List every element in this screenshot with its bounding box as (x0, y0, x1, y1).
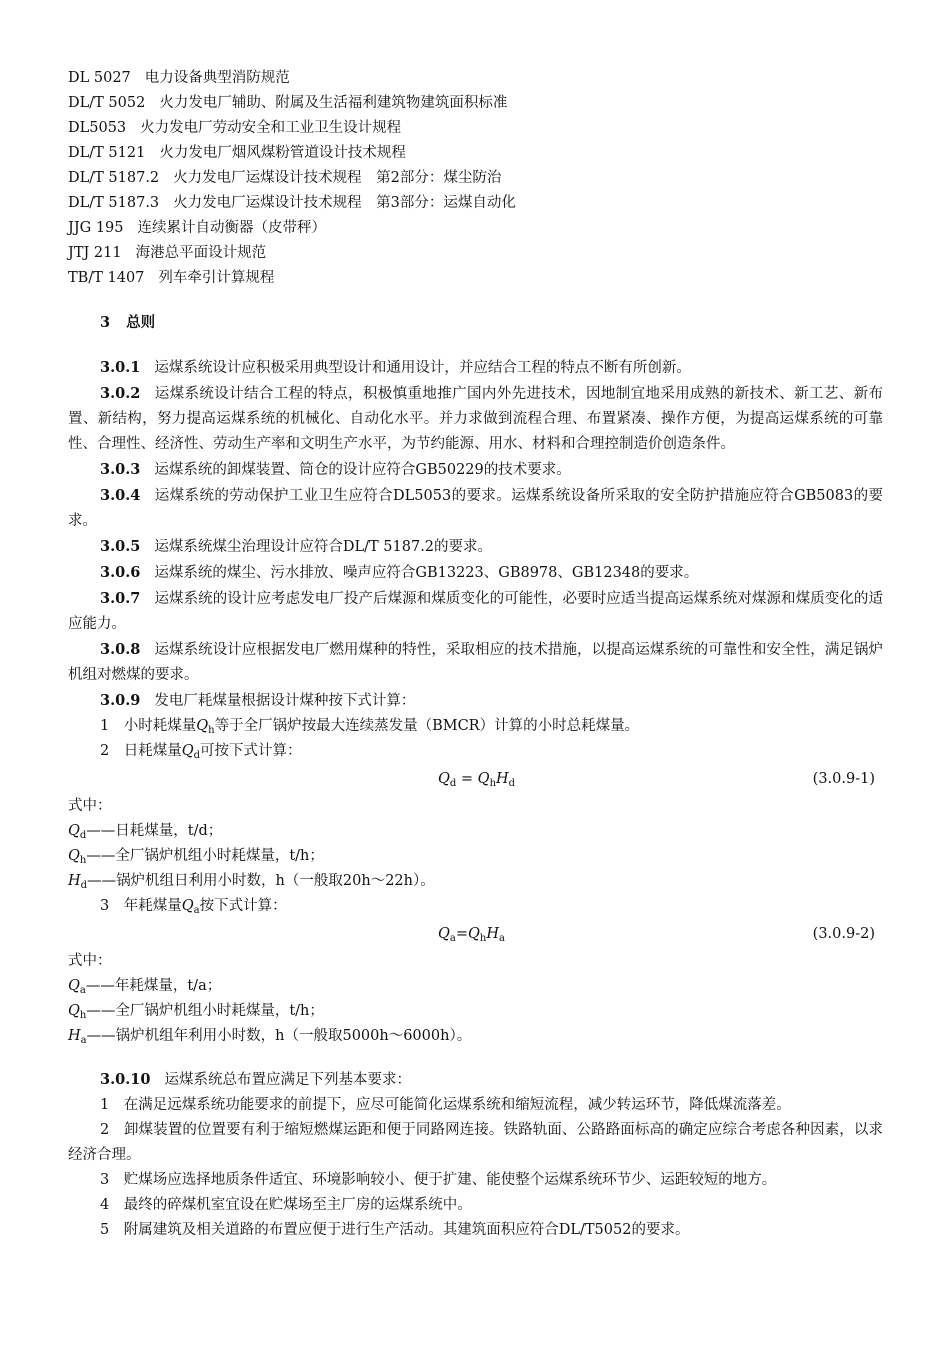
reference-item (68, 141, 883, 166)
where-label: 式中： (68, 953, 112, 969)
symbol: Q (196, 718, 209, 734)
clause-number: 3.0.3 (100, 461, 141, 478)
formula-expression: $Q_a=Q_hH_a$ (438, 926, 505, 944)
reference-title: 连续累计自动衡器（皮带秤） (137, 220, 326, 236)
reference-code: JJG 195 (68, 220, 124, 236)
item-number: 4 (100, 1197, 110, 1213)
clause-text: 运煤系统总布置应满足下列基本要求： (164, 1072, 411, 1088)
reference-code: DL 5027 (68, 70, 131, 86)
item-number: 3 (100, 898, 110, 914)
document-page (68, 66, 883, 1243)
variable-def: $Q_h——$全厂锅炉机组小时耗煤量，t/h； (68, 1003, 324, 1021)
reference-title: 列车牵引计算规程 (158, 270, 275, 286)
item-number: 2 (100, 1122, 110, 1138)
item-text: 日耗煤量 (123, 743, 182, 759)
clause-text: 运煤系统的卸煤装置、筒仓的设计应符合GB50229的技术要求。 (154, 462, 571, 478)
formula (68, 919, 883, 949)
clause (68, 381, 883, 457)
variable-def: $H_a——$锅炉机组年利用小时数，h（一般取5000h～6000h）。 (68, 1028, 472, 1046)
reference-title: 火力发电厂劳动安全和工业卫生设计规程 (140, 120, 402, 136)
reference-code: TB/T 1407 (68, 270, 145, 286)
clause (68, 457, 883, 483)
symbol: Q (181, 898, 194, 914)
item-text: 最终的碎煤机室宜设在贮煤场至主厂房的运煤系统中。 (123, 1197, 472, 1213)
clause-number: 3.0.10 (100, 1071, 151, 1088)
clause-text: 运煤系统的煤尘、污水排放、噪声应符合GB13223、GB8978、GB12348的要求。 (154, 565, 699, 581)
item-number: 3 (100, 1172, 110, 1188)
reference-title: 火力发电厂辅助、附属及生活福利建筑物建筑面积标准 (159, 95, 508, 111)
item-number: 5 (100, 1222, 110, 1238)
clause-text: 发电厂耗煤量根据设计煤种按下式计算： (154, 693, 416, 709)
clause (68, 534, 883, 560)
reference-code: DL/T 5052 (68, 95, 146, 111)
symbol-subscript: d (193, 750, 201, 761)
symbol-subscript: h (208, 725, 215, 736)
clause-text: 运煤系统的设计应考虑发电厂投产后煤源和煤质变化的可能性，必要时应适当提高运煤系统对煤源和煤质变化的适应能力。 (68, 591, 883, 632)
list-item (68, 714, 883, 739)
clause-text: 运煤系统设计结合工程的特点，积极慎重地推广国内外先进技术，因地制宜地采用成熟的新技术、新工艺、新布置、新结构，努力提高运煤系统的机械化、自动化水平。并力求做到流程合理、布置紧凑、操作方便，为提高运煤系统的可靠性、合理性、经济性、劳动生产率和文明生产水平，为节约能源、用水、材料和合理控制造价创造条件。 (68, 386, 883, 452)
clause-number: 3.0.5 (100, 538, 141, 555)
clause-text: 运煤系统煤尘治理设计应符合DL/T 5187.2的要求。 (154, 539, 493, 555)
formula-number: (3.0.9-1) (812, 771, 875, 787)
reference-item (68, 91, 883, 116)
reference-title: 火力发电厂运煤设计技术规程 第3部分：运煤自动化 (173, 195, 516, 211)
section-heading (68, 309, 883, 337)
reference-code: DL/T 5121 (68, 145, 146, 161)
clause-intro (68, 1067, 883, 1093)
item-text: 年耗煤量 (123, 898, 182, 914)
list-item (68, 1218, 883, 1243)
reference-title: 火力发电厂运煤设计技术规程 第2部分：煤尘防治 (173, 170, 502, 186)
item-text: 按下式计算： (199, 898, 287, 914)
item-text: 卸煤装置的位置要有利于缩短燃煤运距和便于同路网连接。铁路轨面、公路路面标高的确定应综合考虑各种因素，以求经济合理。 (68, 1122, 883, 1163)
clause-number: 3.0.1 (100, 359, 141, 376)
symbol-subscript: a (193, 905, 200, 916)
reference-title: 电力设备典型消防规范 (144, 70, 290, 86)
clause-text: 运煤系统设计应根据发电厂燃用煤种的特性，采取相应的技术措施，以提高运煤系统的可靠性和安全性，满足锅炉机组对燃煤的要求。 (68, 642, 883, 683)
reference-item (68, 191, 883, 216)
clause-number: 3.0.8 (100, 641, 141, 658)
reference-item (68, 166, 883, 191)
list-item (68, 1093, 883, 1118)
list-item (68, 1118, 883, 1168)
symbol: Q (181, 743, 194, 759)
list-item (68, 739, 883, 764)
reference-item (68, 241, 883, 266)
item-number: 2 (100, 743, 110, 759)
reference-item (68, 116, 883, 141)
reference-title: 火力发电厂烟风煤粉管道设计技术规程 (159, 145, 406, 161)
clause-intro (68, 688, 883, 714)
clause (68, 483, 883, 534)
variable-def: $Q_d——$日耗煤量，t/d； (68, 823, 223, 841)
formula-number: (3.0.9-2) (812, 926, 875, 942)
item-text: 等于全厂锅炉按最大连续蒸发量（BMCR）计算的小时总耗煤量。 (214, 718, 640, 734)
clause (68, 355, 883, 381)
clause-text: 运煤系统设计应积极采用典型设计和通用设计，并应结合工程的特点不断有所创新。 (154, 360, 691, 376)
list-item (68, 894, 883, 919)
variable-def: $Q_h——$全厂锅炉机组小时耗煤量，t/h； (68, 848, 324, 866)
clause-number: 3.0.6 (100, 564, 141, 581)
clause-number: 3.0.4 (100, 487, 141, 504)
item-text: 贮煤场应选择地质条件适宜、环境影响较小、便于扩建、能使整个运煤系统环节少、运距较短的地方。 (123, 1172, 777, 1188)
item-text: 可按下式计算： (200, 743, 302, 759)
reference-item (68, 266, 883, 291)
clause-3-0-9 (68, 688, 883, 1049)
clause-number: 3.0.7 (100, 590, 141, 607)
clause-number: 3.0.2 (100, 385, 141, 402)
item-number: 1 (100, 718, 110, 734)
reference-item (68, 216, 883, 241)
clause-text: 运煤系统的劳动保护工业卫生应符合DL5053的要求。运煤系统设备所采取的安全防护措施应符合GB5083的要求。 (68, 488, 883, 529)
reference-code: DL5053 (68, 120, 127, 136)
reference-code: JTJ 211 (68, 245, 122, 261)
variable-def: $Q_a——$年耗煤量，t/a； (68, 978, 222, 996)
reference-list (68, 66, 883, 291)
clause-number: 3.0.9 (100, 692, 141, 709)
reference-title: 海港总平面设计规范 (135, 245, 267, 261)
clause (68, 560, 883, 586)
formula (68, 764, 883, 794)
reference-code: DL/T 5187.3 (68, 195, 160, 211)
section-number: 3 (100, 314, 111, 331)
clause (68, 637, 883, 688)
clause-3-0-10 (68, 1067, 883, 1243)
item-text: 在满足远煤系统功能要求的前提下，应尽可能简化运煤系统和缩短流程，减少转运环节，降低煤流落差。 (123, 1097, 791, 1113)
reference-code: DL/T 5187.2 (68, 170, 160, 186)
clause-list (68, 355, 883, 688)
item-number: 1 (100, 1097, 110, 1113)
where-label: 式中： (68, 798, 112, 814)
list-item (68, 1193, 883, 1218)
item-text: 附属建筑及相关道路的布置应便于进行生产活动。其建筑面积应符合DL/T5052的要求。 (123, 1222, 690, 1238)
variable-def: $H_d——$锅炉机组日利用小时数，h（一般取20h～22h）。 (68, 873, 435, 891)
list-item (68, 1168, 883, 1193)
item-text: 小时耗煤量 (123, 718, 197, 734)
section-title: 总则 (126, 314, 156, 331)
clause (68, 586, 883, 637)
formula-expression: $Q_d = Q_hH_d$ (438, 771, 516, 789)
reference-item (68, 66, 883, 91)
